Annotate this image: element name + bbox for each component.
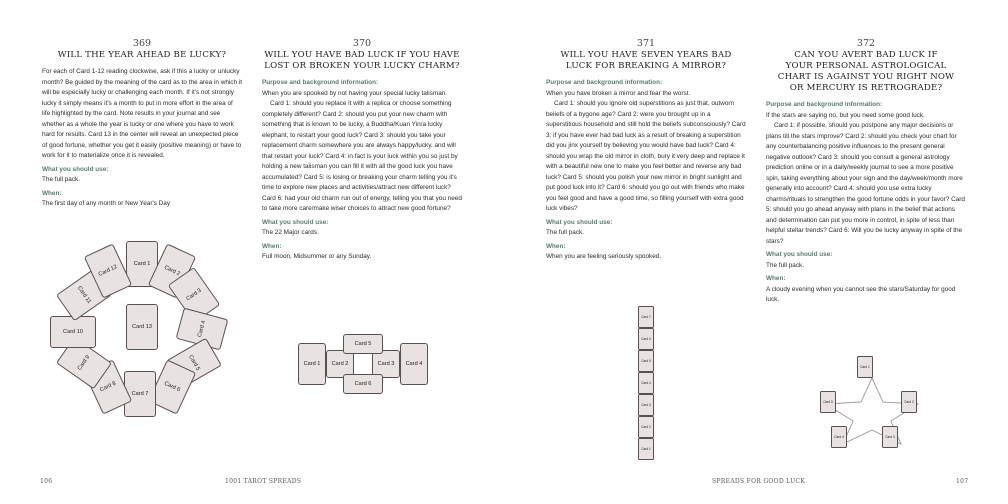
use-text: The full pack. <box>42 176 81 183</box>
use-heading: What you should use: <box>766 251 833 258</box>
purpose-heading: Purpose and background information: <box>766 101 883 108</box>
purpose-text: When you are spooked by not having your special lucky talisman. <box>262 89 448 97</box>
card-13: Card 13 <box>126 304 158 350</box>
when-text: The first day of any month or New Year's Day <box>42 200 171 207</box>
use-heading: What you should use: <box>42 165 109 173</box>
card-4: Card 4 <box>831 426 847 448</box>
card-6: Card 6 <box>343 374 383 394</box>
card-3: Card 3 <box>372 350 400 378</box>
when-text: When you are feeling seriously spooked. <box>546 253 662 260</box>
page-number-right: 107 <box>956 478 969 485</box>
card-6: Card 6 <box>638 328 654 350</box>
use-text: The full pack. <box>546 229 585 236</box>
card-3: Card 3 <box>638 394 654 416</box>
spread-372 <box>766 38 966 306</box>
spread-number: 369 <box>132 38 152 49</box>
card-8: Card 8 <box>84 359 132 414</box>
card-10: Card 10 <box>50 316 96 348</box>
use-text: The full pack. <box>766 261 805 269</box>
spread-title-line-2: LUCK FOR BREAKING A MIRROR? <box>565 61 727 71</box>
card-12: Card 12 <box>84 243 132 298</box>
card-1: Card 1 <box>638 438 654 460</box>
card-7: Card 7 <box>638 306 654 328</box>
when-heading: When: <box>42 189 62 197</box>
use-text: The 22 Major cards. <box>262 229 319 236</box>
card-5: Card 5 <box>820 391 836 413</box>
when-text: Full moon, Midsummer or any Sunday. <box>262 253 372 260</box>
card-5: Card 5 <box>343 334 383 354</box>
spread-body: Card 1: if possible, should you postpone any major decisions or plans till the stars improve? Card 2: should you check your chart for any counterbalancing positive influences to the present general negative outlook? Card 3: should you consult a general astrology prediction online or in a daily/weekly journal to see a more positive spin, taking everything about your sign and the day/week/month more generally into account? Card 4: should you use extra lucky charms/rituals to strengthen the good fortune odds in your favor? Card 5: should you go ahead anyway with plans in the belief that actions and determination can put you more in control, in spite of less than helpful stellar trends? Card 6: Will you be lucky anyway in spite of the stars? <box>766 122 965 245</box>
spread-title: WILL THE YEAR AHEAD BE LUCKY? <box>57 50 227 60</box>
right-page <box>504 0 1008 504</box>
when-heading: When: <box>262 242 282 250</box>
card-2: Card 2 <box>148 243 196 298</box>
card-3: Card 3 <box>168 267 221 323</box>
card-4: Card 4 <box>638 372 654 394</box>
card-4: Card 4 <box>176 308 229 351</box>
purpose-text: When you have broken a mirror and fear the worst. <box>546 89 691 97</box>
card-11: Card 11 <box>56 269 112 322</box>
spread-370 <box>262 38 462 263</box>
spread-title-line-4: OR MERCURY IS RETROGRADE? <box>789 83 943 93</box>
spread-body: Card 1: should you ignore old superstitions as just that, outworn beliefs of a bygone age? Card 2: were you brought up in a superstitious household and still hold the beliefs subconsciously? Card 3: if you have ever had bad luck as a result of breaking a superstition did you jinx yourself by believing you would have bad luck? Card 4: should you wrap the old mirror in cloth, bury it very deep and replace it with a beautiful new one to make you feel better and reverse any bad luck? Card 5: should you polish your new mirror in bright sunlight and put good luck into it? Card 6: should you go out with friends who make you feel good and have a good time, so filling yourself with extra good luck vibes? <box>546 100 746 212</box>
spread-title-line-3: CHART IS AGAINST YOU RIGHT NOW <box>777 72 955 82</box>
purpose-text: If the stars are saying no, but you need some good luck. <box>766 111 925 119</box>
card-1: Card 1 <box>298 343 326 385</box>
card-5: Card 5 <box>638 350 654 372</box>
spread-title-line-1: CAN YOU AVERT BAD LUCK IF <box>794 50 938 60</box>
purpose-heading: Purpose and background information: <box>546 79 663 86</box>
use-heading: What you should use: <box>262 218 329 226</box>
spread-intro: For each of Card 1-12 reading clockwise, ask if this a lucky or unlucky month? Be guided by the meaning of the card as to the area in which it will be especially lucky or challenging each month. If it's not strongly lucky it simply means it's a month to put in more effort in the area of life highlighted by the card. Note results in your journal and see whether as a whole the year is lucky or one where you have to work hard for results. Card 13 in the center will reveal an unexpected piece of good fortune, whether you get it easily (positive meaning) or have to work for it to materialize once it is revealed. <box>42 68 243 159</box>
running-head-left: 1001 TAROT SPREADS <box>225 478 302 485</box>
spread-369 <box>42 38 242 210</box>
spread-number: 372 <box>856 38 876 49</box>
card-9: Card 9 <box>56 337 112 390</box>
when-text: A cloudy evening when you cannot see the stars/Saturday for good luck. <box>766 285 956 303</box>
page-number-left: 106 <box>40 478 53 485</box>
spread-371 <box>546 38 746 263</box>
spread-number: 370 <box>352 38 372 49</box>
spread-title-line-1: WILL YOU HAVE BAD LUCK IF YOU HAVE <box>264 50 460 60</box>
card-1: Card 1 <box>857 356 873 378</box>
spread-number: 371 <box>636 38 656 49</box>
purpose-heading: Purpose and background information: <box>262 79 379 86</box>
card-2: Card 2 <box>901 391 917 413</box>
card-3: Card 3 <box>882 426 898 448</box>
running-head-right: SPREADS FOR GOOD LUCK <box>712 478 806 485</box>
card-2: Card 2 <box>638 416 654 438</box>
spread-body: Card 1: should you replace it with a replica or choose something completely different? Card 2: should you put your new charm with something that is known to be lucky, a Buddha/Kuan Yin/a lucky elephant, to restart your good luck? Card 3: should you take your replacement charm somewhere you are always happy/lucky, and will that restart your luck? Card 4: in fact is your luck within you so just by holding a new talisman you can fill it with all the good luck you have accumulated? Card 5: is losing or breaking your charm telling you it's time to explore new places and activities/attract new different luck? Card 6: had your old charm run out of energy, telling you that you need to take more care/make wiser choices to attract new good fortune? <box>262 100 462 212</box>
card-4: Card 4 <box>400 343 428 385</box>
card-2: Card 2 <box>326 350 354 378</box>
card-6: Card 6 <box>148 359 196 414</box>
card-5: Card 5 <box>166 338 222 389</box>
spread-title-line-2: YOUR PERSONAL ASTROLOGICAL <box>785 61 947 71</box>
card-7: Card 7 <box>124 371 156 417</box>
spread-title-line-1: WILL YOU HAVE SEVEN YEARS BAD <box>560 50 732 60</box>
spread-title-line-2: LOST OR BROKEN YOUR LUCKY CHARM? <box>264 61 460 71</box>
card-1: Card 1 <box>126 241 158 287</box>
when-heading: When: <box>766 275 786 282</box>
use-heading: What you should use: <box>546 218 613 226</box>
when-heading: When: <box>546 242 566 250</box>
